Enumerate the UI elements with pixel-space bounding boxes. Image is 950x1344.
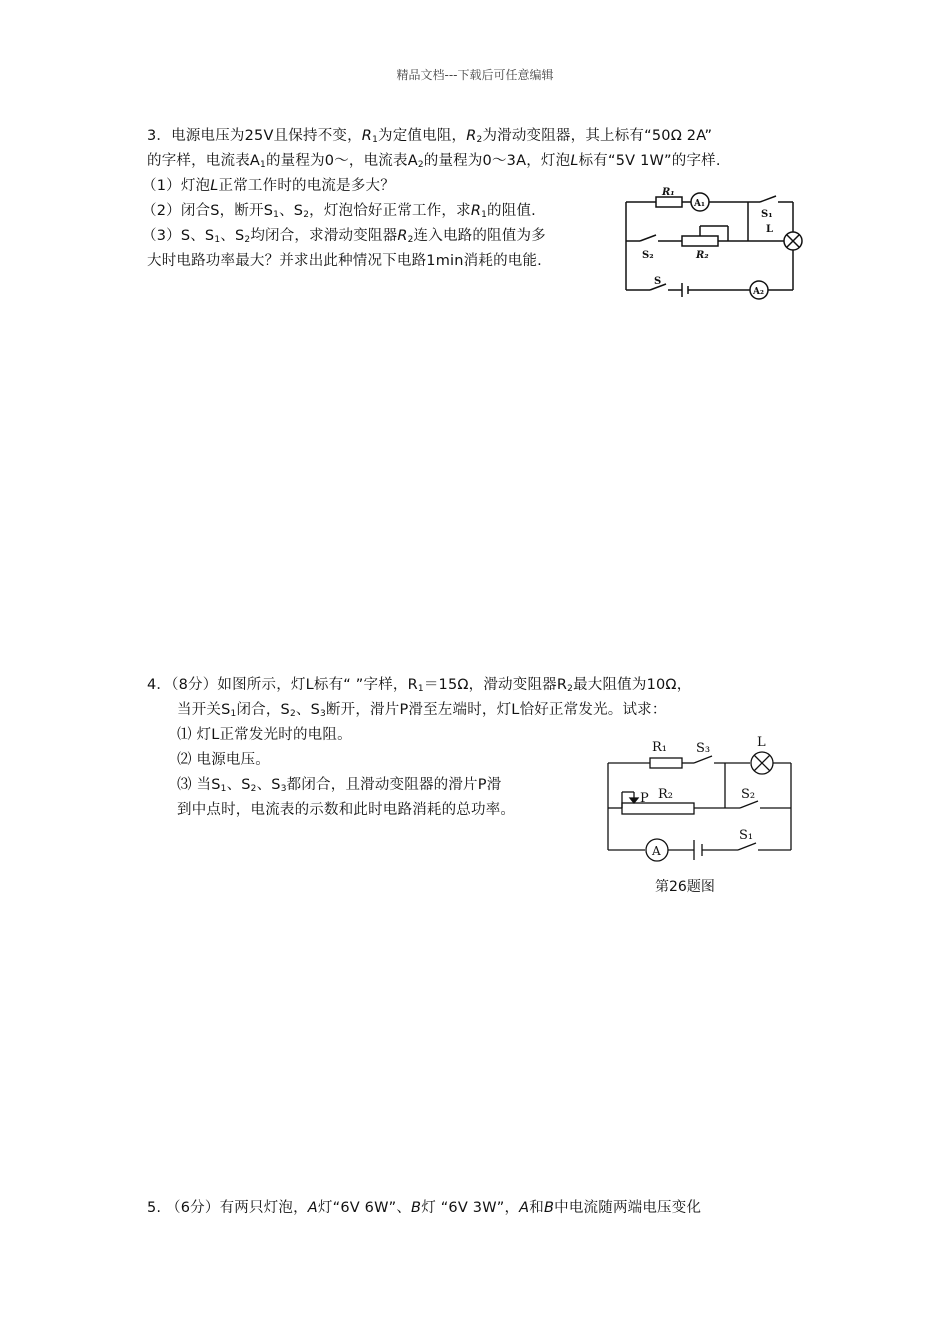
q4-s3-label: S₃ — [696, 741, 711, 756]
q3-line-1: 3．电源电压为25V且保持不变，$R_1$为定值电阻，$R_2$为滑动变阻器，其上标有“50Ω 2A” — [147, 128, 713, 145]
q3-a1-label: A₁ — [694, 199, 705, 209]
q4-figure-caption: 第26题图 — [655, 879, 715, 895]
q3-part-3-cont: 大时电路功率最大？并求出此种情况下电路1min消耗的电能. — [147, 253, 542, 269]
q3-lamp-label: L — [766, 224, 774, 235]
q3-a2-label: A₂ — [753, 287, 764, 297]
q4-r1-label: R₁ — [652, 740, 667, 755]
q4-r2-label: R₂ — [658, 787, 673, 802]
page-header: 精品文档---下载后可任意编辑 — [396, 68, 554, 82]
q4-lamp-label: L — [757, 735, 766, 750]
q3-s2-label: S₂ — [642, 250, 654, 261]
q3-circuit-diagram — [618, 186, 803, 296]
q3-line-2: 的字样，电流表$A_1$的量程为0～，电流表$A_2$的量程为0～3A，灯泡L标有“5V 1W”的字样. — [147, 153, 721, 170]
q4-part-3-cont: 到中点时，电流表的示数和此时电路消耗的总功率。 — [177, 802, 516, 818]
q3-s1-label: S₁ — [761, 209, 773, 220]
q4-s2-label: S₂ — [741, 787, 756, 802]
q4-part-1: ⑴ 灯L正常发光时的电阻。 — [177, 727, 352, 743]
q4-part-2: ⑵ 电源电压。 — [177, 752, 271, 768]
q5-line-1: 5. （6分）有两只灯泡，A灯“6V 6W”、B灯 “6V 3W”，A和B中电流随两端电压变化 — [147, 1200, 702, 1216]
q4-p-label: P — [640, 791, 649, 806]
q4-s1-label: S₁ — [739, 828, 754, 843]
q4-line-1: 4．（8分）如图所示，灯L标有“ ”字样，$R_1=15\Omega$，滑动变阻器$R_2$最大阻值为10Ω， — [147, 677, 692, 694]
q3-r1-label: R₁ — [662, 187, 675, 198]
q4-ammeter-label: A — [652, 844, 661, 858]
q3-part-1: （1）灯泡L正常工作时的电流是多大？ — [142, 178, 395, 194]
q3-s-label: S — [654, 276, 662, 287]
q4-line-2: 当开关$S_1$闭合，$S_2$、$S_3$断开，滑片P滑至左端时，灯L恰好正常发光。试求： — [177, 702, 667, 719]
q3-part-2: （2）闭合S，断开$S_1$、$S_2$，灯泡恰好正常工作，求$R_1$的阻值. — [142, 203, 536, 220]
q3-r2-label: R₂ — [696, 250, 709, 261]
q4-circuit-diagram — [600, 730, 800, 865]
q4-part-3: ⑶ 当$S_1$、$S_2$、$S_3$都闭合，且滑动变阻器的滑片P滑 — [177, 777, 502, 794]
q3-part-3: （3）S、$S_1$、$S_2$均闭合，求滑动变阻器$R_2$连入电路的阻值为多 — [142, 228, 546, 245]
